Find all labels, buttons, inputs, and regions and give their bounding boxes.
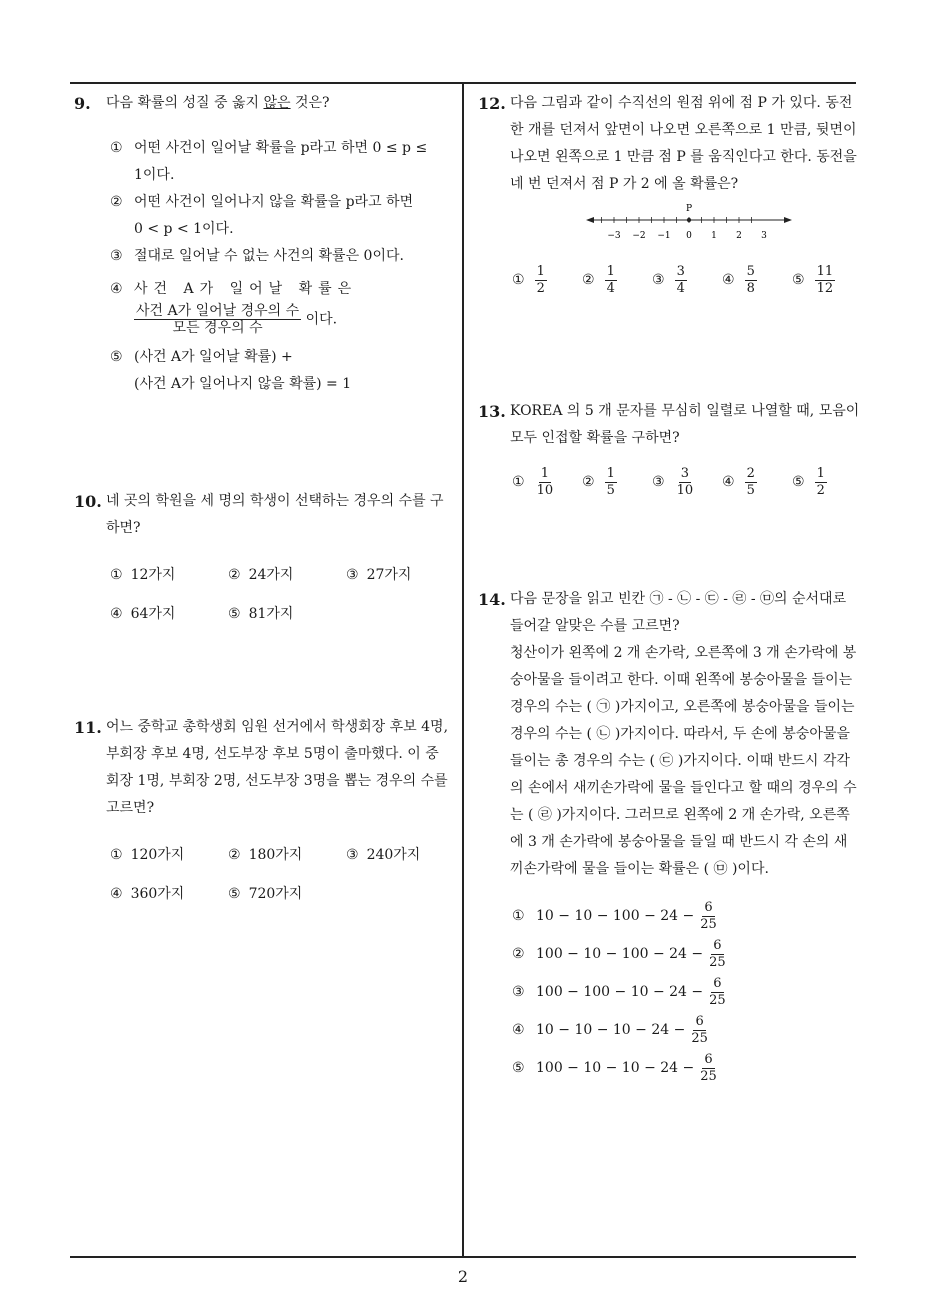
question-11: 11. 어느 중학교 총학생회 임원 선거에서 학생회장 후보 4명, 부회장 후보 4명, 선도부장 후보 5명이 출마했다. 이 중 회장 1명, 부회장 2명, 선도부장 3명을 뽑는 경우의 수를 고르면? ① 120가지 ② 180가지 ③ 240가지 ④ 360가지 ⑤ 720가지	[74, 714, 454, 908]
option-2[interactable]: ② $\frac{1}{4}$	[582, 264, 615, 296]
option-4[interactable]: ④ 64가지	[110, 606, 176, 622]
option-4[interactable]: ④ 사건 A가 일어날 확률은 $\frac{\text{사건 A가 일어날 경우의 수}}{\text{모든 경우의 수}}$ 이다.	[110, 281, 358, 336]
bottom-rule	[70, 1256, 856, 1258]
option-2[interactable]: ② 100 − 10 − 100 − 24 − $\frac{6}{25}$	[512, 937, 726, 970]
question-9	[74, 90, 454, 398]
option-3[interactable]: ③ 27가지	[346, 567, 412, 583]
option-1[interactable]: ① 10 − 10 − 100 − 24 − $\frac{6}{25}$	[512, 899, 717, 932]
option-5[interactable]: ⑤ 81가지	[228, 606, 294, 622]
option-5[interactable]: ⑤ (사건 A가 일어날 확률) + (사건 A가 일어나지 않을 확률) = 1	[110, 349, 352, 392]
option-3[interactable]: ③ 100 − 100 − 10 − 24 − $\frac{6}{25}$	[512, 975, 726, 1008]
question-14: 14. 다음 문장을 읽고 빈칸 ㉠ - ㉡ - ㉢ - ㉣ - ㉤의 순서대로 들어갈 알맞은 수를 고르면? 청산이가 왼쪽에 2 개 손가락, 오른쪽에 3 개 손가락에 봉숭아물을 들이려고 한다. 이때 왼쪽에 봉숭아물을 들이는 경우의 수는 ( ㉠ )가지이고, 오른쪽에 봉숭아물을 들이는 경우의 수는 ( ㉡ )가지이다. 따라서, 두 손에 봉숭아물을 들이는 총 경우의 수는 ( ㉢ )가지이다. 이때 반드시 각각의 손에서 새끼손가락에 물을 들인다고 할 때의 경우의 수는 ( ㉣ )가지이다. 그러므로 왼쪽에 2 개 손가락, 오른쪽에 3 개 손가락에 봉숭아물을 들일 때 반드시 각 손의 새끼손가락에 물을 들이는 확률은 ( ㉤ )이다. ① 10 − 10 − 100 − 24 − $\frac{6}{25}$ ② 100 − 10 − 100 − 24 − $\frac{6}{25}$ ③ 100 − 100 − 10 − 24 − $\frac{6}{25}$ ④ 10 − 10 − 10 − 24 − $\frac{6}{25}$ ⑤ 100 − 10 − 10 − 24 − $\frac{6}{25}$	[478, 586, 860, 1087]
point-p-label: P	[685, 204, 693, 214]
question-10: 10. 네 곳의 학원을 세 명의 학생이 선택하는 경우의 수를 구하면? ① 12가지 ② 24가지 ③ 27가지 ④ 64가지 ⑤ 81가지	[74, 488, 454, 628]
number-line-tick-label: −3	[607, 231, 621, 241]
question-13: 13. KOREA 의 5 개 문자를 무심히 일렬로 나열할 때, 모음이 모두 인접할 확률을 구하면? ① $\frac{1}{10}$ ② $\frac{1}{5}$ ③ $\frac{3}{10}$ ④ $\frac{2}{5}$ ⑤ $\frac{1}{2}$	[478, 402, 860, 498]
option-1[interactable]: ① 어떤 사건이 일어날 확률을 p라고 하면 0 ≤ p ≤ 1이다.	[110, 140, 428, 183]
option-5[interactable]: ⑤ $\frac{11}{12}$	[792, 264, 834, 296]
option-5[interactable]: ⑤ $\frac{1}{2}$	[792, 466, 825, 498]
column-divider	[462, 82, 464, 1257]
number-line-diagram	[584, 202, 804, 242]
option-2[interactable]: ② $\frac{1}{5}$	[582, 466, 615, 498]
question-passage: 청산이가 왼쪽에 2 개 손가락, 오른쪽에 3 개 손가락에 봉숭아물을 들이려고 한다. 이때 왼쪽에 봉숭아물을 들이는 경우의 수는 ( ㉠ )가지이고, 오른쪽에 봉숭아물을 들이는 경우의 수는 ( ㉡ )가지이다. 따라서, 두 손에 봉숭아물을 들이는 총 경우의 수는 ( ㉢ )가지이다. 이때 반드시 각각의 손에서 새끼손가락에 물을 들인다고 할 때의 경우의 수는 ( ㉣ )가지이다. 그러므로 왼쪽에 2 개 손가락, 오른쪽에 3 개 손가락에 봉숭아물을 들일 때 반드시 각 손의 새끼손가락에 물을 들이는 확률은 ( ㉤ )이다.	[510, 645, 857, 877]
option-4[interactable]: ④ 360가지	[110, 886, 185, 902]
number-line-tick-label: −1	[657, 231, 671, 241]
option-4[interactable]: ④ $\frac{5}{8}$	[722, 264, 755, 296]
number-line-tick-label: −2	[632, 231, 646, 241]
number-line-tick-label: 3	[761, 231, 767, 241]
number-line-tick-label: 1	[711, 231, 717, 241]
number-line-tick-label: 0	[686, 231, 692, 241]
option-4[interactable]: ④ $\frac{2}{5}$	[722, 466, 755, 498]
option-3[interactable]: ③ $\frac{3}{10}$	[652, 466, 694, 498]
option-1[interactable]: ① 12가지	[110, 567, 176, 583]
question-number: 9.	[74, 94, 91, 113]
option-3[interactable]: ③ 절대로 일어날 수 없는 사건의 확률은 0이다.	[110, 248, 404, 264]
option-1[interactable]: ① 120가지	[110, 847, 185, 863]
question-12: 12. 다음 그림과 같이 수직선의 원점 위에 점 P 가 있다. 동전 한 개를 던져서 앞면이 나오면 오른쪽으로 1 만큼, 뒷면이 나오면 왼쪽으로 1 만큼 점 P 를 움직인다고 한다. 동전을 네 번 던져서 점 P 가 2 에 올 확률은? −3 −2 −1 0 1 2 3 P ① $\frac{1}{2}$ ② $\frac{1}{4}$ ③ $\frac{3}{4}$ ④ $\frac{5}{8}$ ⑤ $\frac{11}{12}$	[478, 94, 857, 296]
option-5[interactable]: ⑤ 100 − 10 − 10 − 24 − $\frac{6}{25}$	[512, 1051, 717, 1084]
option-5[interactable]: ⑤ 720가지	[228, 886, 303, 902]
question-text: 다음 확률의 성질 중 옳지 않은 것은?	[106, 95, 330, 111]
option-3[interactable]: ③ $\frac{3}{4}$	[652, 264, 685, 296]
option-1[interactable]: ① $\frac{1}{10}$	[512, 466, 554, 498]
option-3[interactable]: ③ 240가지	[346, 847, 421, 863]
number-line-tick-label: 2	[736, 231, 742, 241]
option-2[interactable]: ② 24가지	[228, 567, 294, 583]
option-2[interactable]: ② 180가지	[228, 847, 303, 863]
option-4[interactable]: ④ 10 − 10 − 10 − 24 − $\frac{6}{25}$	[512, 1013, 708, 1046]
page-number: 2	[457, 1267, 469, 1286]
option-1[interactable]: ① $\frac{1}{2}$	[512, 264, 545, 296]
option-2[interactable]: ② 어떤 사건이 일어나지 않을 확률을 p라고 하면 0 < p < 1이다.	[110, 194, 414, 237]
